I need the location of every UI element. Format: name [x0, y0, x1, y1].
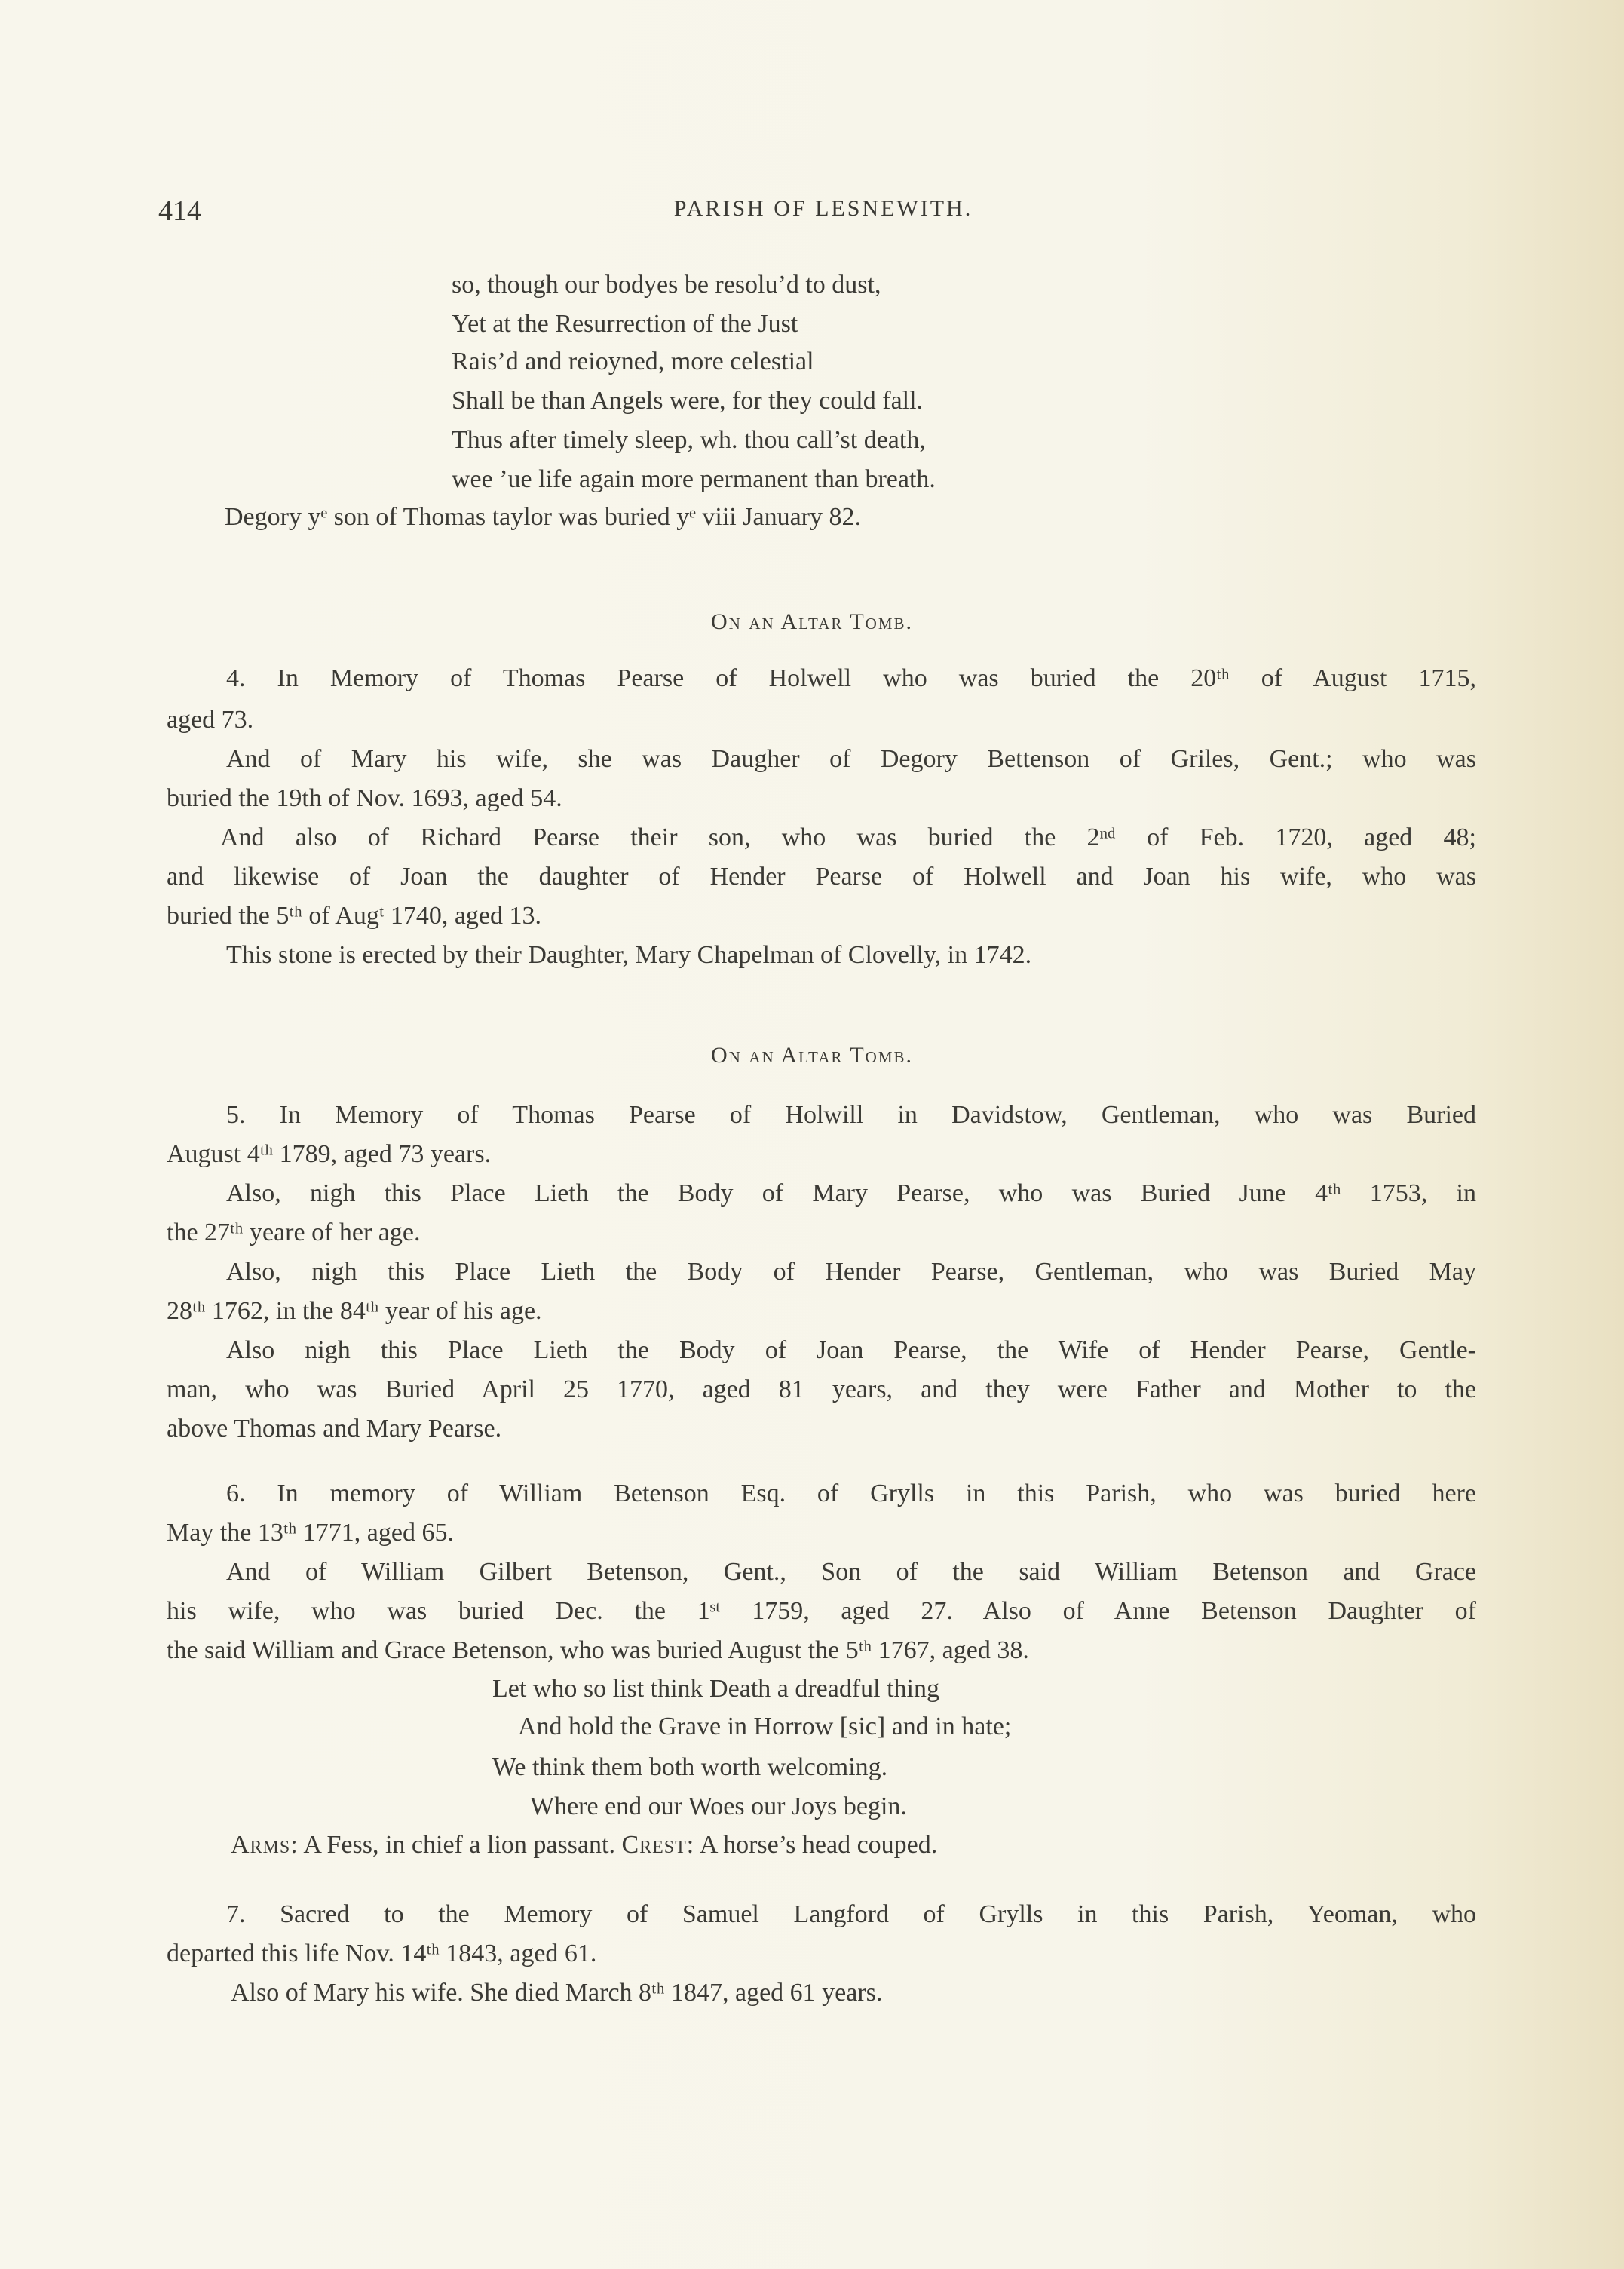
text-line: Also of Mary his wife. She died March 8ᵗʰ 1847, aged 61 years. [231, 1979, 883, 2007]
text-line: 4. In Memory of Thomas Pearse of Holwell who was buried the 20ᵗʰ of August 1715, [226, 664, 1476, 692]
text-line: 6. In memory of William Betenson Esq. of Grylls in this Parish, who was buried here [226, 1479, 1476, 1507]
text-line: 7. Sacred to the Memory of Samuel Langford of Grylls in this Parish, Yeoman, who [226, 1900, 1476, 1928]
text-line: And of Mary his wife, she was Daugher of Degory Bettenson of Griles, Gent.; who was [226, 745, 1476, 773]
crest-text: A horse’s head couped. [694, 1831, 938, 1859]
arms-crest-line [231, 1830, 937, 1860]
verse-line: Let who so list think Death a dreadful thing [492, 1675, 939, 1703]
burial-note: Degory yᵉ son of Thomas taylor was buried yᵉ viii January 82. [225, 503, 861, 531]
text-line: man, who was Buried April 25 1770, aged 81 years, and they were Father and Mother to the [167, 1375, 1476, 1403]
crest-label: Crest: [621, 1831, 695, 1859]
text-line: above Thomas and Mary Pearse. [167, 1415, 502, 1443]
text-line: Also, nigh this Place Lieth the Body of Hender Pearse, Gentleman, who was Buried May [226, 1258, 1476, 1286]
poem-line: so, though our bodyes be resolu’d to dust, [452, 271, 881, 299]
text-line: Also nigh this Place Lieth the Body of Joan Pearse, the Wife of Hender Pearse, Gentle- [226, 1336, 1476, 1364]
text-line: Also, nigh this Place Lieth the Body of Mary Pearse, who was Buried June 4ᵗʰ 1753, in [226, 1179, 1476, 1207]
text-line: the 27ᵗʰ yeare of her age. [167, 1219, 421, 1246]
poem-line: wee ’ue life again more permanent than breath. [452, 465, 936, 493]
arms-text: A Fess, in chief a lion passant. [298, 1831, 622, 1859]
page-number: 414 [158, 195, 201, 227]
text-line: May the 13ᵗʰ 1771, aged 65. [167, 1519, 454, 1547]
text-line: 28ᵗʰ 1762, in the 84ᵗʰ year of his age. [167, 1297, 542, 1325]
verse-line: Where end our Woes our Joys begin. [530, 1792, 907, 1820]
text-line: buried the 5ᵗʰ of Augᵗ 1740, aged 13. [167, 902, 542, 930]
text-line: buried the 19th of Nov. 1693, aged 54. [167, 784, 562, 812]
poem-line: Shall be than Angels were, for they could fall. [452, 387, 924, 415]
section-heading: On an Altar Tomb. [710, 1043, 914, 1068]
text-line: and likewise of Joan the daughter of Hender Pearse of Holwell and Joan his wife, who was [167, 863, 1476, 891]
text-line: 5. In Memory of Thomas Pearse of Holwill in Davidstow, Gentleman, who was Buried [226, 1101, 1476, 1129]
text-line: his wife, who was buried Dec. the 1ˢᵗ 1759, aged 27. Also of Anne Betenson Daughter of [167, 1597, 1476, 1625]
text-line: August 4ᵗʰ 1789, aged 73 years. [167, 1140, 492, 1168]
text-line: And also of Richard Pearse their son, who was buried the 2ⁿᵈ of Feb. 1720, aged 48; [220, 823, 1476, 851]
text-line: And of William Gilbert Betenson, Gent., Son of the said William Betenson and Grace [226, 1558, 1476, 1586]
text-line: This stone is erected by their Daughter, Mary Chapelman of Clovelly, in 1742. [226, 941, 1032, 969]
running-title: PARISH OF LESNEWITH. [673, 196, 973, 221]
poem-line: Rais’d and reioyned, more celestial [452, 348, 814, 376]
text-line: the said William and Grace Betenson, who was buried August the 5ᵗʰ 1767, aged 38. [167, 1636, 1029, 1664]
poem-line: Yet at the Resurrection of the Just [452, 310, 798, 338]
section-heading: On an Altar Tomb. [710, 609, 914, 634]
verse-line: We think them both worth welcoming. [492, 1753, 888, 1781]
poem-line: Thus after timely sleep, wh. thou call’st death, [452, 426, 926, 454]
arms-label: Arms: [231, 1831, 299, 1859]
text-line: aged 73. [167, 706, 254, 734]
text-line: departed this life Nov. 14ᵗʰ 1843, aged 61. [167, 1939, 597, 1967]
verse-line: And hold the Grave in Horrow [sic] and in hate; [518, 1712, 1012, 1740]
